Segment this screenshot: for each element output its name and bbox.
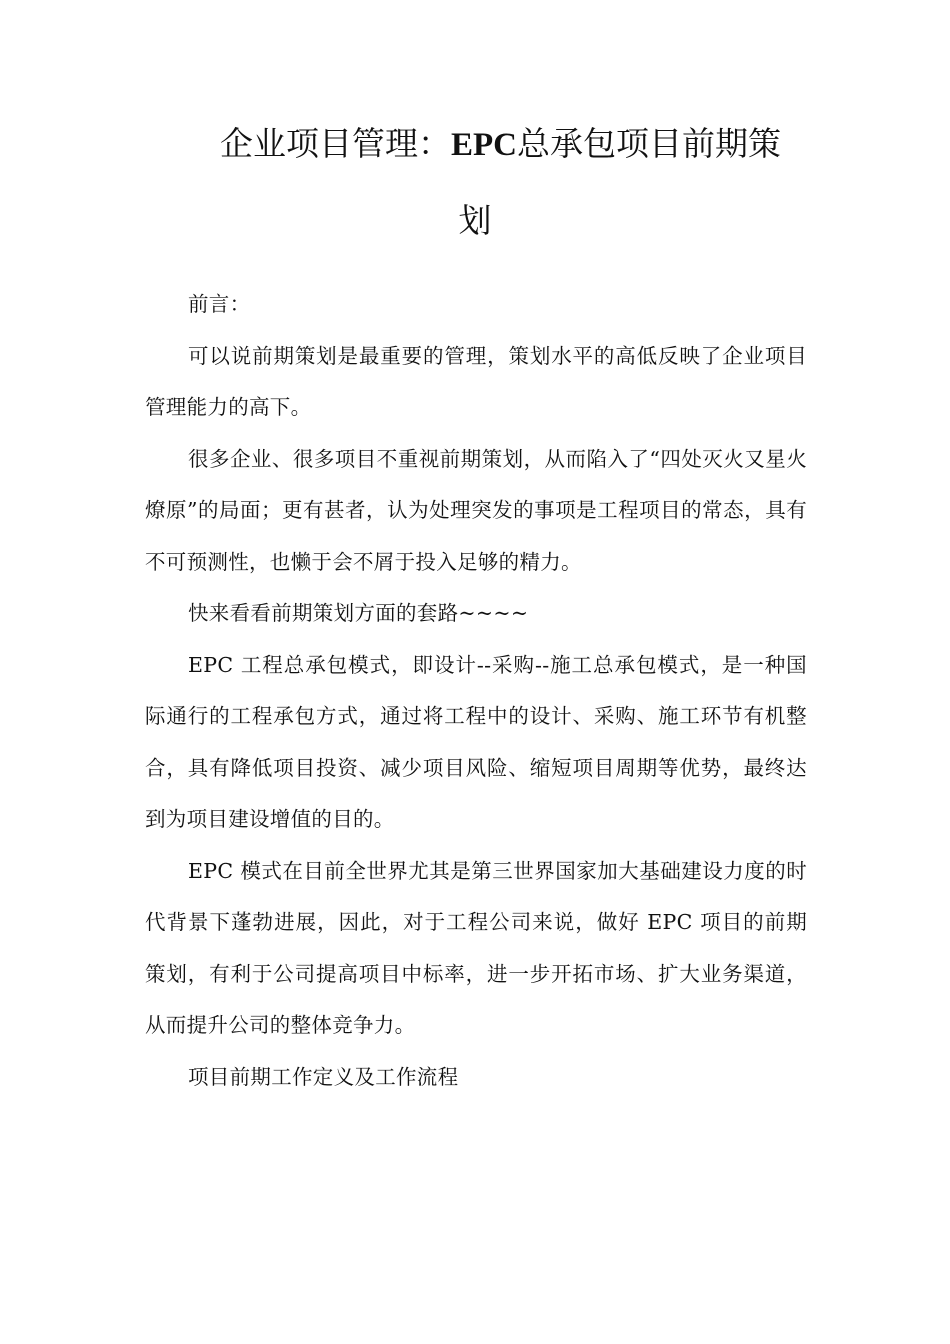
title-suffix: 总承包项目前期策 bbox=[517, 124, 781, 163]
paragraph-epc-definition: EPC 工程总承包模式，即设计--采购--施工总承包模式，是一种国际通行的工程承包方式，通过将工程中的设计、采购、施工环节有机整合，具有降低项目投资、减少项目风险、缩短项目周期等优势，最终达到为项目建设增值的目的。 bbox=[145, 652, 807, 831]
document-body bbox=[145, 279, 807, 1103]
title-bold-epc: EPC bbox=[451, 127, 517, 163]
paragraph-planning-importance: 可以说前期策划是最重要的管理，策划水平的高低反映了企业项目管理能力的高下。 bbox=[145, 343, 807, 419]
document-title-line-2: 划 bbox=[458, 201, 492, 240]
paragraph-neglect-planning: 很多企业、很多项目不重视前期策划，从而陷入了“四处灭火又星火燎原”的局面；更有甚者，认为处理突发的事项是工程项目的常态，具有不可预测性，也懒于会不屑于投入足够的精力。 bbox=[145, 446, 807, 574]
paragraph-section-heading: 项目前期工作定义及工作流程 bbox=[188, 1064, 459, 1089]
document-title-line-1 bbox=[220, 124, 820, 165]
title-prefix: 企业项目管理： bbox=[220, 124, 451, 163]
paragraph-preface-label: 前言： bbox=[188, 292, 251, 316]
paragraph-planning-tips: 快来看看前期策划方面的套路~~~~ bbox=[188, 601, 529, 625]
paragraph-epc-development: EPC 模式在目前全世界尤其是第三世界国家加大基础建设力度的时代背景下蓬勃进展，因此，对于工程公司来说，做好 EPC 项目的前期策划，有利于公司提高项目中标率，进一步开拓市场、扩大业务渠道，从而提升公司的整体竞争力。 bbox=[145, 858, 807, 1037]
